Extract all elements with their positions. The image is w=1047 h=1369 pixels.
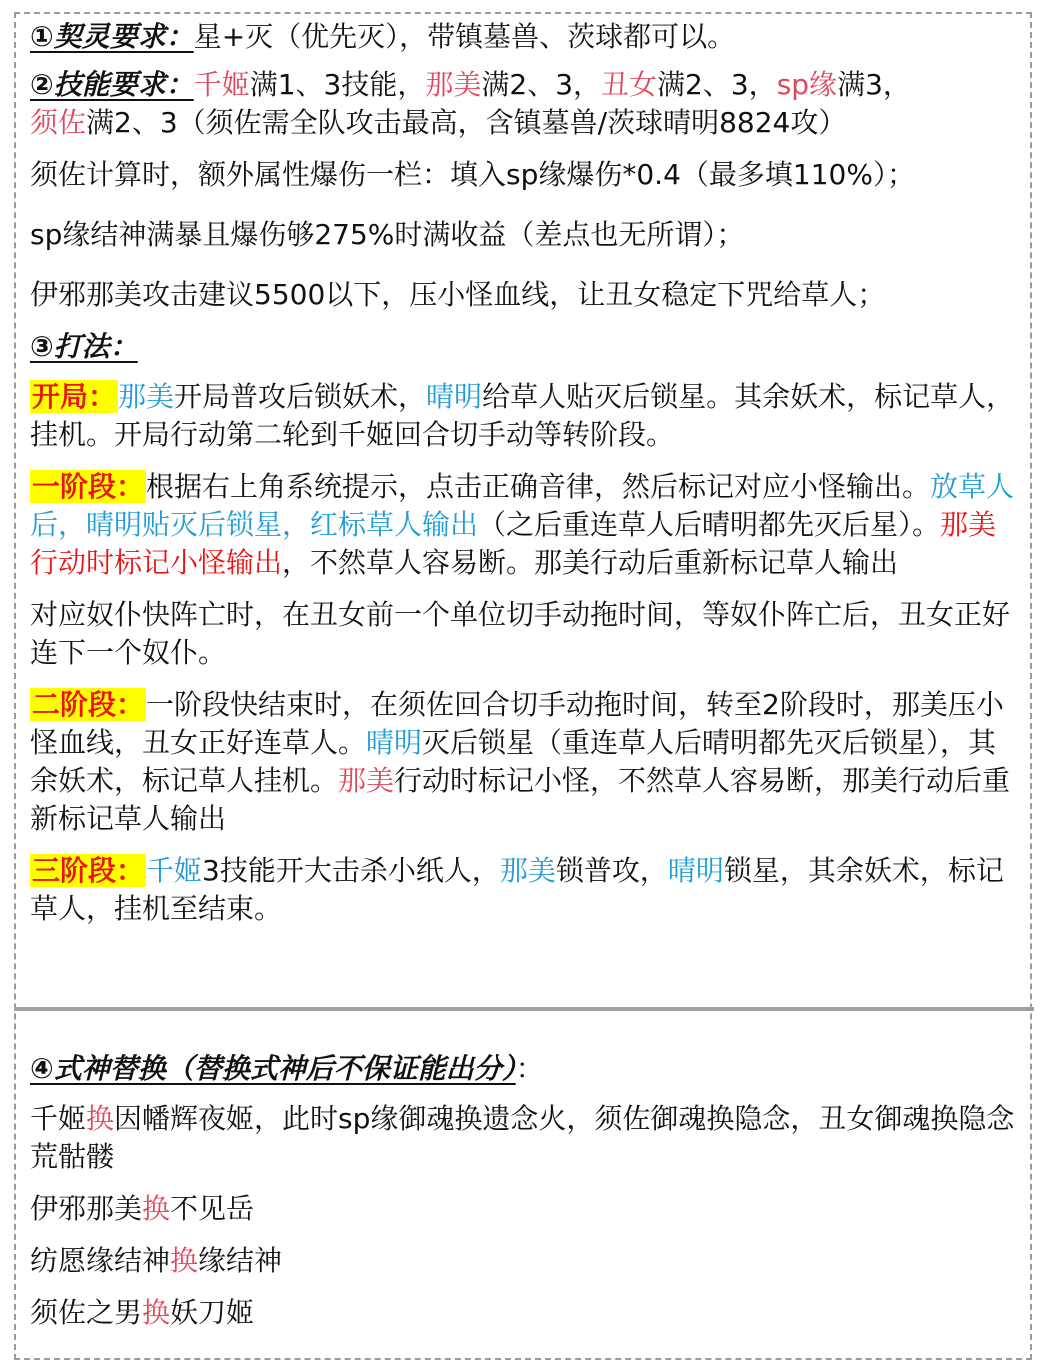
text-run: 满2、3（须佐需全队攻击最高，含镇墓兽/茨球晴明8824攻） <box>86 106 847 139</box>
highlighted-text: 千姬 <box>193 68 250 101</box>
text-run: 行动时标记小怪，不然草人容易断，那美行动后重新标记草人输出 <box>30 764 1011 835</box>
replacement-heading <box>30 1050 1020 1088</box>
phase3-paragraph <box>30 852 1020 928</box>
highlighted-text: 放草人后，晴明贴灭后锁星，红标草人输出 <box>30 470 1015 541</box>
replacement-item <box>30 1100 1020 1176</box>
text-run: 3技能开大击杀小纸人， <box>202 854 500 887</box>
text-run: 锁普攻， <box>555 854 668 887</box>
highlighted-text: 千姬 <box>146 854 203 887</box>
text-run: 须佐之男 <box>30 1296 143 1329</box>
replacement-colon: ： <box>515 1052 544 1085</box>
note-sp-yuan: sp缘结神满暴且爆伤够275%时满收益（差点也无所谓）； <box>30 218 745 251</box>
note-izanami: 伊邪那美攻击建议5500以下，压小怪血线，让丑女稳定下咒给草人； <box>30 278 886 311</box>
highlighted-text: sp缘 <box>776 68 838 101</box>
phase1-text <box>30 470 1014 579</box>
section-title-replacement: ④式神替换（替换式神后不保证能出分） <box>30 1052 516 1085</box>
text-run: 满2、3， <box>481 68 602 101</box>
highlighted-text: 那美 <box>499 854 556 887</box>
highlighted-text: 换 <box>170 1244 199 1277</box>
text-run: 给草人贴灭后锁星。其余妖术，标记草人，挂机。开局行动第二轮到千姬回合切手动等转阶段。 <box>30 380 1015 451</box>
skill-line1 <box>194 68 911 101</box>
opening-text <box>30 380 1014 451</box>
highlighted-text: 须佐 <box>30 106 87 139</box>
text-run: 锁星，其余妖术，标记草人，挂机至结束。 <box>30 854 1004 925</box>
highlighted-text: 丑女 <box>601 68 658 101</box>
note-susanoo: 须佐计算时，额外属性爆伤一栏：填入sp缘爆伤*0.4（最多填110%）； <box>30 158 915 191</box>
highlighted-text: 那美 <box>425 68 482 101</box>
opening-label: 开局： <box>32 380 117 413</box>
section-title-contract: ①契灵要求： <box>30 20 194 53</box>
text-run: 伊邪那美 <box>30 1192 143 1225</box>
highlighted-text: 换 <box>142 1192 171 1225</box>
text-run: 纺愿缘结神 <box>30 1244 171 1277</box>
opening-paragraph <box>30 378 1020 454</box>
skill-requirement <box>30 66 1020 142</box>
phase1-paragraph <box>30 468 1020 582</box>
guide-upper <box>30 18 1020 928</box>
highlighted-text: 晴明 <box>426 380 483 413</box>
highlighted-text: 那美 <box>118 380 175 413</box>
section-title-skill: ②技能要求： <box>30 68 194 101</box>
text-run: 缘结神 <box>198 1244 283 1277</box>
highlighted-text: 那美 <box>338 764 395 797</box>
strategy-heading <box>30 328 1020 366</box>
phase3-label: 三阶段： <box>32 854 145 887</box>
text-run: 千姬 <box>30 1102 87 1135</box>
phase3-text <box>30 854 1004 925</box>
highlighted-text: 换 <box>86 1102 115 1135</box>
text-run: 灭后锁星（重连草人后晴明都先灭后锁星），其余妖术，标记草人挂机。 <box>30 726 997 797</box>
highlighted-text: 那美行动时标记小怪输出 <box>30 508 997 579</box>
phase2-text <box>30 688 1010 835</box>
phase1-extra: 对应奴仆快阵亡时，在丑女前一个单位切手动拖时间，等奴仆阵亡后，丑女正好连下一个奴仆。 <box>30 598 1011 669</box>
contract-body: 星+灭（优先灭），带镇墓兽、茨球都可以。 <box>193 20 736 53</box>
text-run: 满2、3， <box>657 68 777 101</box>
text-run: 因幡辉夜姬，此时sp缘御魂换遗念火，须佐御魂换隐念，丑女御魂换隐念荒骷髅 <box>30 1102 1015 1173</box>
highlighted-text: 晴明 <box>366 726 423 759</box>
highlighted-text: 晴明 <box>667 854 724 887</box>
section-divider <box>14 1007 1034 1011</box>
text-run: （之后重连草人后晴明都先灭后星）。 <box>478 508 941 541</box>
text-run: 根据右上角系统提示，点击正确音律，然后标记对应小怪输出。 <box>146 470 931 503</box>
phase2-label: 二阶段： <box>32 688 145 721</box>
section-title-strategy: ③打法： <box>30 330 138 363</box>
phase2-paragraph <box>30 686 1020 838</box>
text-run: 妖刀姬 <box>170 1296 255 1329</box>
highlighted-text: 换 <box>142 1296 171 1329</box>
replacement-item <box>30 1190 1020 1228</box>
replacement-item <box>30 1242 1020 1280</box>
text-run: ，不然草人容易断。那美行动后重新标记草人输出 <box>282 546 899 579</box>
phase1-label: 一阶段： <box>32 470 145 503</box>
text-run: 不见岳 <box>170 1192 255 1225</box>
text-run: 开局普攻后锁妖术， <box>174 380 427 413</box>
text-run: 满3， <box>837 68 911 101</box>
guide-lower <box>30 1050 1020 1332</box>
replacement-item <box>30 1294 1020 1332</box>
contract-requirement <box>30 18 1020 56</box>
text-run: 一阶段快结束时，在须佐回合切手动拖时间，转至2阶段时，那美压小怪血线，丑女正好连草人。 <box>30 688 1004 759</box>
skill-line2 <box>30 106 846 139</box>
text-run: 满1、3技能， <box>249 68 426 101</box>
